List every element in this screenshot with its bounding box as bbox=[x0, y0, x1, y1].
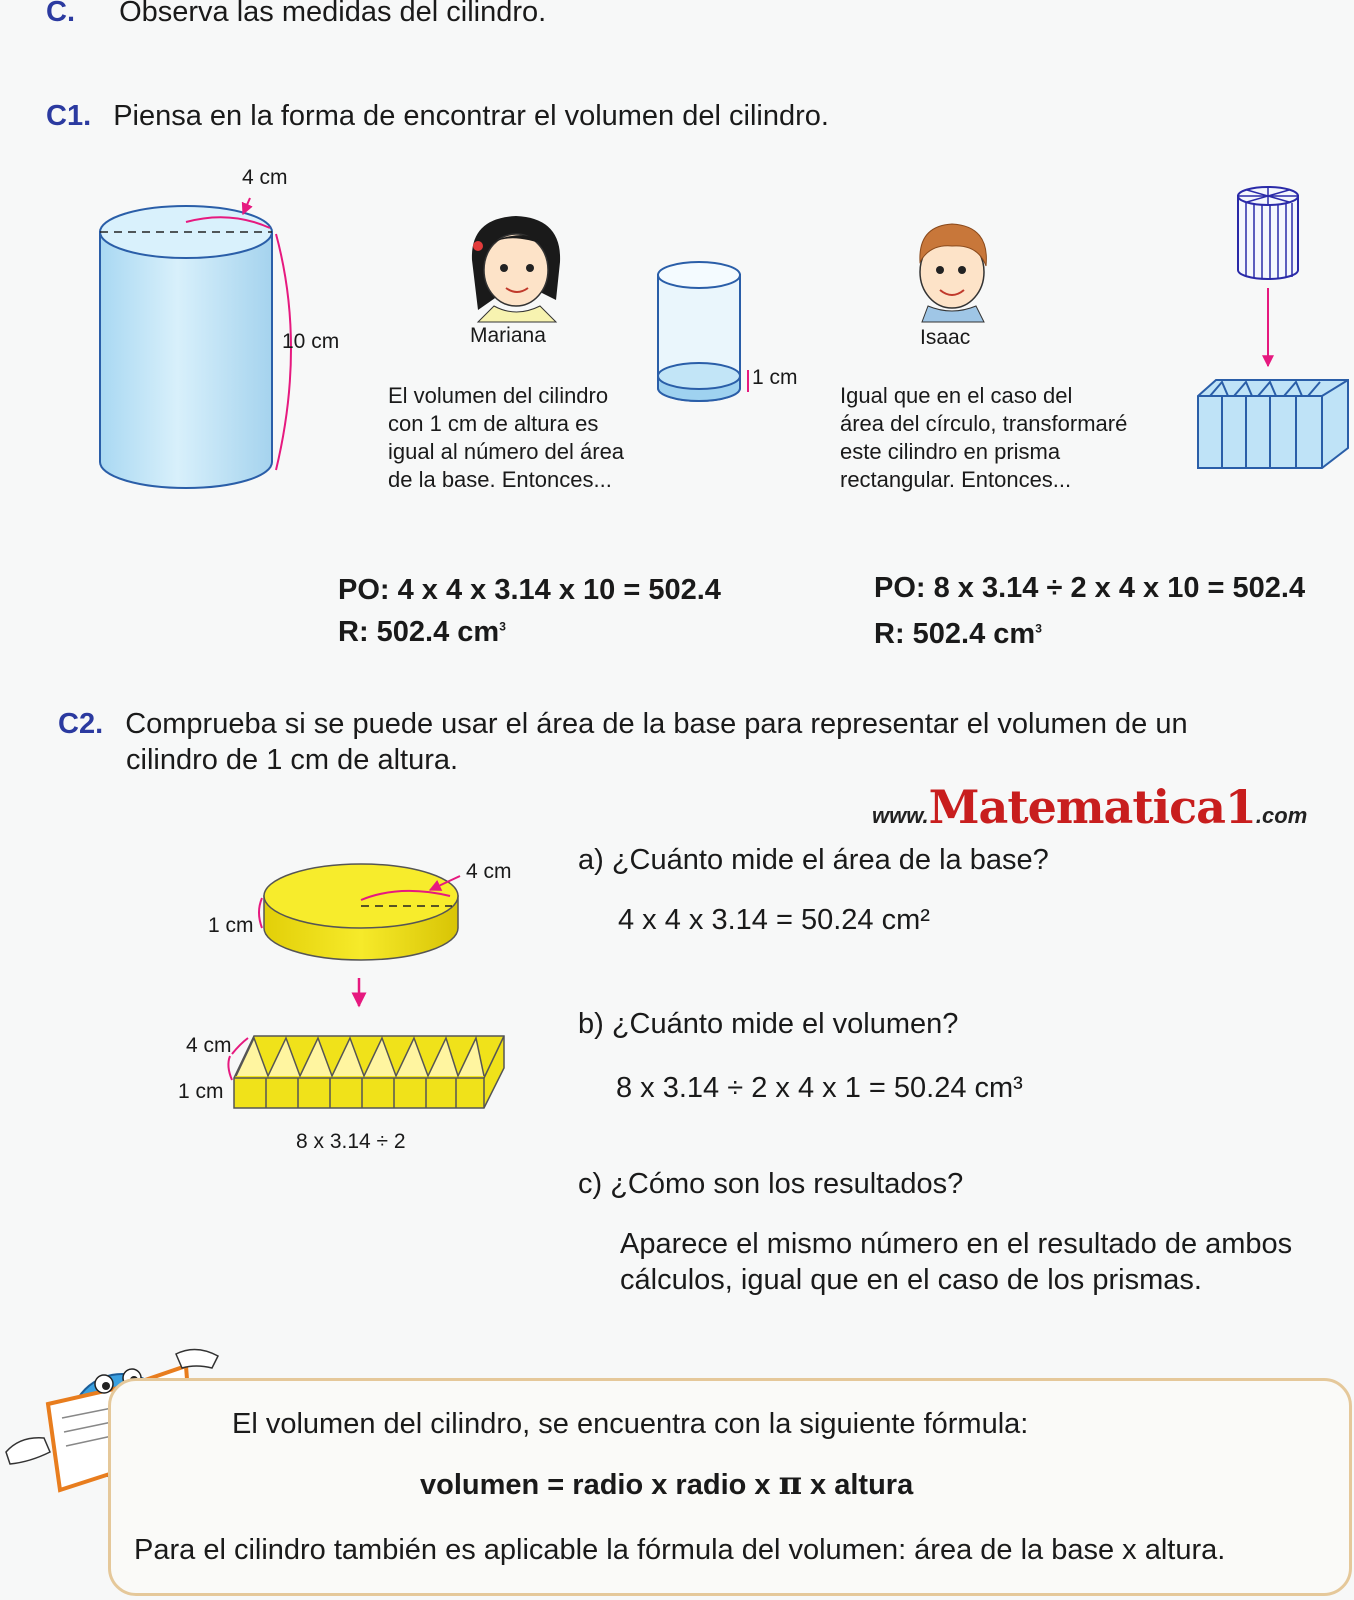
section-c2-heading bbox=[58, 708, 1188, 741]
isaac-result-text: R: 502.4 cm bbox=[874, 618, 1036, 650]
isaac-speech bbox=[840, 382, 1127, 494]
disc-radius-label: 4 cm bbox=[466, 860, 512, 883]
answer-c-line2: cálculos, igual que en el caso de los prismas. bbox=[620, 1264, 1202, 1296]
site-logo bbox=[872, 780, 1307, 834]
large-cylinder-radius-label: 4 cm bbox=[242, 166, 288, 189]
answer-c-line1: Aparece el mismo número en el resultado de ambos bbox=[620, 1228, 1293, 1260]
prism-length-label: 8 x 3.14 ÷ 2 bbox=[296, 1130, 406, 1153]
isaac-line-4: rectangular. Entonces... bbox=[840, 467, 1072, 492]
formula-right: x altura bbox=[802, 1469, 914, 1501]
section-c2-line1: Comprueba si se puede usar el área de la base para representar el volumen de un bbox=[125, 708, 1188, 740]
mariana-result-text: R: 502.4 cm bbox=[338, 616, 500, 648]
mariana-speech bbox=[388, 382, 624, 494]
large-cylinder bbox=[100, 198, 291, 488]
section-c-text: Observa las medidas del cilindro. bbox=[119, 0, 547, 28]
section-c2-line2: cilindro de 1 cm de altura. bbox=[126, 744, 459, 776]
isaac-line-1: Igual que en el caso del bbox=[840, 383, 1073, 408]
formula bbox=[420, 1464, 913, 1502]
formula-note: Para el cilindro también es aplicable la fórmula del volumen: área de la base x altura. bbox=[134, 1534, 1226, 1566]
mariana-line-1: El volumen del cilindro bbox=[388, 383, 609, 408]
mariana-cylinder-height-label: 1 cm bbox=[752, 366, 798, 389]
mariana-cylinder bbox=[658, 262, 748, 401]
pi-symbol: π bbox=[778, 1464, 802, 1502]
mariana-result bbox=[338, 616, 506, 649]
logo-prefix: www. bbox=[872, 803, 929, 828]
isaac-result bbox=[874, 618, 1042, 651]
logo-brand: Matematica1 bbox=[928, 780, 1256, 834]
isaac-name: Isaac bbox=[920, 326, 971, 349]
formula-intro: El volumen del cilindro, se encuentra con la siguiente fórmula: bbox=[232, 1408, 1029, 1440]
mariana-line-4: de la base. Entonces... bbox=[388, 467, 612, 492]
question-c: c) ¿Cómo son los resultados? bbox=[578, 1168, 964, 1200]
formula-left: volumen = radio x radio x bbox=[420, 1469, 779, 1501]
mariana-avatar bbox=[472, 216, 560, 322]
mariana-line-3: igual al número del área bbox=[388, 439, 625, 464]
question-a: a) ¿Cuánto mide el área de la base? bbox=[578, 844, 1049, 876]
isaac-avatar bbox=[920, 224, 986, 322]
disc-height-label: 1 cm bbox=[208, 914, 254, 937]
answer-b: 8 x 3.14 ÷ 2 x 4 x 1 = 50.24 cm³ bbox=[616, 1072, 1023, 1104]
isaac-sliced-cylinder bbox=[1238, 187, 1298, 366]
large-cylinder-height-label: 10 cm bbox=[282, 330, 340, 353]
isaac-result-exp: 3 bbox=[1035, 621, 1042, 636]
isaac-prism bbox=[1198, 380, 1348, 468]
mariana-po: PO: 4 x 4 x 3.14 x 10 = 502.4 bbox=[338, 574, 721, 606]
prism-height-label: 1 cm bbox=[178, 1080, 224, 1103]
section-c1-label: C1. bbox=[46, 100, 92, 132]
yellow-prism bbox=[228, 1036, 504, 1108]
question-b: b) ¿Cuánto mide el volumen? bbox=[578, 1008, 959, 1040]
isaac-po: PO: 8 x 3.14 ÷ 2 x 4 x 10 = 502.4 bbox=[874, 572, 1306, 604]
mariana-result-exp: 3 bbox=[499, 619, 506, 634]
mariana-name: Mariana bbox=[470, 324, 546, 347]
section-c2-label: C2. bbox=[58, 708, 104, 740]
isaac-line-2: área del círculo, transformaré bbox=[840, 411, 1128, 436]
mariana-line-2: con 1 cm de altura es bbox=[388, 411, 599, 436]
isaac-line-3: este cilindro en prisma bbox=[840, 439, 1061, 464]
section-c-label: C. bbox=[46, 0, 75, 28]
section-c1-text: Piensa en la forma de encontrar el volumen del cilindro. bbox=[113, 100, 829, 132]
yellow-disc bbox=[259, 864, 460, 1006]
answer-a: 4 x 4 x 3.14 = 50.24 cm² bbox=[618, 904, 930, 936]
logo-suffix: .com bbox=[1255, 803, 1308, 828]
prism-depth-label: 4 cm bbox=[186, 1034, 232, 1057]
